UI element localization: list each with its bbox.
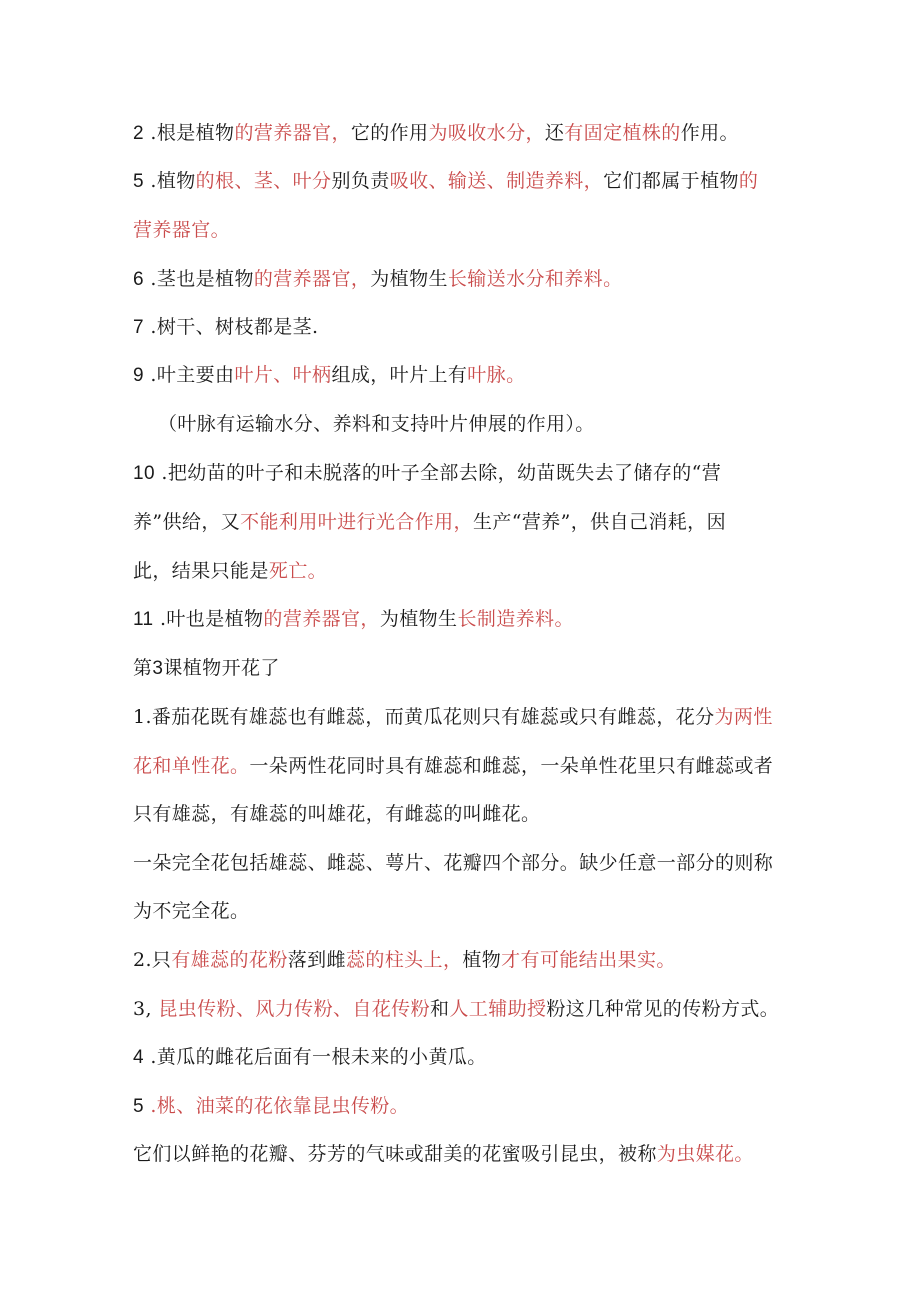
text-segment: 6 [133,269,144,290]
highlighted-text: 的营养器官， [263,608,380,630]
text-line [133,843,803,883]
highlighted-text: 不能利用叶进行光合作用， [240,511,473,533]
text-line [133,794,803,834]
text-segment: 落到雌 [287,949,346,971]
text-segment: 3, [133,998,152,1020]
highlighted-text: 吸收、输送、制造养料， [389,170,604,192]
highlighted-text: .桃、油菜的花依靠昆虫传粉。 [143,1095,410,1117]
highlighted-text: 有固定植株的 [564,122,681,144]
highlighted-text: 为两性 [714,706,773,728]
text-segment: 10 [133,463,155,484]
text-segment: 第 [133,657,153,679]
text-line [133,648,803,688]
highlighted-text: 花和单性花。 [133,755,250,777]
text-segment: 它们都属于植物 [603,170,739,192]
text-line [158,404,828,444]
text-segment: 和 [429,998,450,1020]
text-segment: 它们以鲜艳的花瓣、芬芳的气味或甜美的花蜜吸引昆虫，被称 [133,1143,657,1165]
text-line [133,891,803,931]
highlighted-text: 人工辅助授 [449,998,547,1020]
text-segment: .叶主要由 [143,364,235,386]
text-segment: 它的作用 [350,122,429,144]
text-line [133,161,803,201]
highlighted-text: 为虫媒花。 [656,1143,754,1165]
text-segment: 此，结果只能是 [133,560,269,582]
text-segment: 别负责 [331,170,390,192]
text-segment: 粉这几种常见的传粉方式。 [546,998,780,1020]
text-segment: 为不完全花。 [133,900,250,922]
text-line [133,1086,803,1126]
highlighted-text: 的根、茎、叶分 [195,170,332,192]
highlighted-text: 的营养器官， [253,268,371,290]
highlighted-text: 营养器官。 [133,219,231,241]
text-line [133,1037,803,1077]
highlighted-text: 才有可能结出果实。 [501,949,676,971]
text-line [133,551,803,591]
highlighted-text: 长输送水分和养料。 [447,268,623,290]
text-line [133,355,803,395]
text-segment: 课植物开花了 [163,657,280,679]
text-line [133,453,803,493]
text-segment: 2 [133,123,144,144]
text-line [133,502,803,542]
highlighted-text: 为吸收水分， [428,122,545,144]
text-segment: 还 [544,122,565,144]
text-segment: .植物 [143,170,196,192]
text-line [133,113,803,153]
text-segment: 一朵两性花同时具有雄蕊和雌蕊，一朵单性花里只有雌蕊或者 [249,755,774,777]
text-segment: .根是植物 [143,122,235,144]
highlighted-text: 蕊的柱头上， [345,949,463,971]
text-segment: 4 [133,1047,144,1068]
text-segment: 11 [133,609,154,630]
text-segment: 作用。 [680,122,739,144]
text-segment: 植物 [462,949,502,971]
text-segment: .茎也是植物 [143,268,254,290]
text-line [133,599,803,639]
text-segment: 一朵完全花包括雄蕊、雌蕊、萼片、花瓣四个部分。缺少任意一部分的则称 [133,852,774,874]
highlighted-text: 昆虫传粉、风力传粉、自花传粉 [151,998,430,1020]
text-line [133,210,803,250]
text-line [133,259,803,299]
text-line [133,940,803,980]
text-segment: .黄瓜的雌花后面有一根未来的小黄瓜。 [143,1046,487,1068]
text-segment: 为植物生 [370,268,448,290]
text-segment: 7 [133,317,144,338]
text-segment: （叶脉有运输水分、养料和支持叶片伸展的作用）。 [158,413,595,435]
text-segment: 1.番茄花既有雄蕊也有雌蕊，而黄瓜花则只有雄蕊或只有雌蕊，花分 [133,706,715,728]
text-line [133,307,803,347]
text-segment: 2.只 [133,949,172,971]
text-segment: .树干、树枝都是茎. [143,316,319,338]
highlighted-text: 有雄蕊的花粉 [171,949,288,971]
text-line [133,989,803,1029]
text-segment: 养”供给，又 [133,511,241,533]
text-line [133,746,803,786]
highlighted-text: 长制造养料。 [457,608,574,630]
highlighted-text: 叶脉。 [467,364,526,386]
text-line [133,697,803,737]
text-segment: 3 [152,658,164,679]
text-segment: 5 [133,1096,144,1117]
text-segment: 5 [133,171,144,192]
text-segment: .把幼苗的叶子和未脱落的叶子全部去除，幼苗既失去了储存的“营 [154,462,722,484]
text-segment: 生产“营养”，供自己消耗，因 [472,511,726,533]
highlighted-text: 的 [738,170,759,192]
text-line [133,1134,803,1174]
text-segment: 为植物生 [379,608,458,630]
text-segment: 只有雄蕊，有雄蕊的叫雄花，有雌蕊的叫雌花。 [133,803,541,825]
highlighted-text: 叶片、叶柄 [234,364,332,386]
highlighted-text: 死亡。 [268,560,328,582]
text-segment: .叶也是植物 [153,608,264,630]
text-segment: 组成，叶片上有 [331,364,468,386]
text-segment: 9 [133,365,144,386]
highlighted-text: 的营养器官， [234,122,351,144]
